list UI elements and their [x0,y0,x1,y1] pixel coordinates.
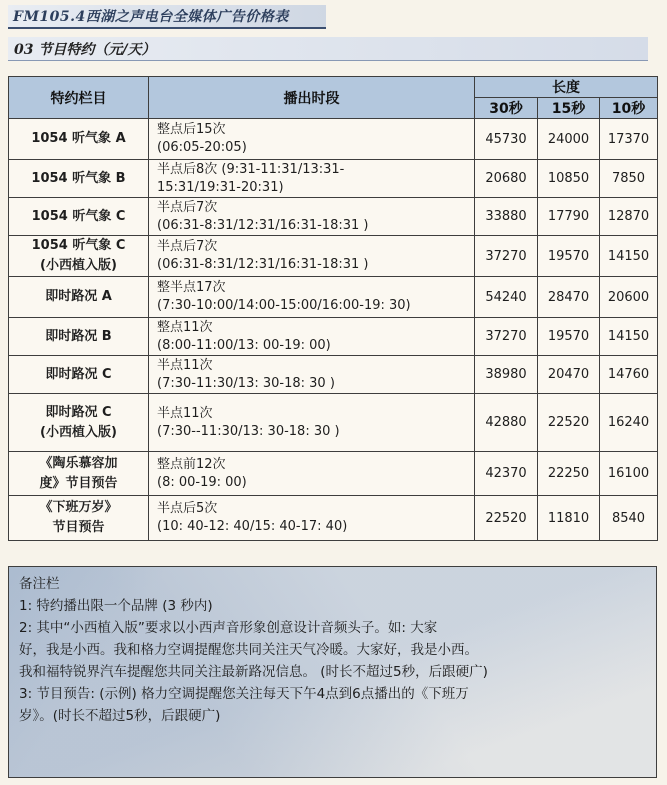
sponsor-name-cell [9,160,149,198]
price-10s: 16240 [600,394,658,452]
price-15s: 17790 [538,198,600,236]
sponsor-name-cell [9,236,149,277]
price-30s: 42370 [475,452,538,496]
sponsor-name-line2: 度》节目预告 [39,475,118,491]
price-30s: 45730 [475,119,538,160]
sponsor-name: 即时路况 C [45,366,112,382]
airtime-slots: (7:30-10:00/14:00-15:00/16:00-19: 30) [157,298,411,313]
airtime-slots: (8:00-11:00/13: 00-19: 00) [157,337,331,353]
notes-box [8,566,657,778]
header-30s: 30秒 [475,98,538,119]
table-row [9,160,658,198]
document-header [8,5,326,29]
section-title: 03 节目特约（元/天） [14,41,156,58]
table-row [9,318,658,356]
sponsor-name: 《陶乐慕容加 [39,455,118,471]
price-10s: 20600 [600,277,658,318]
table-row [9,198,658,236]
price-10s: 16100 [600,452,658,496]
airtime-frequency: 半点后7次 [157,239,218,254]
airtime-frequency: 半点后5次 [157,501,218,516]
price-10s: 7850 [600,160,658,198]
airtime-cell [149,394,475,452]
price-15s: 20470 [538,356,600,394]
table-row [9,277,658,318]
note-line: 2: 其中“小西植入版”要求以小西声音形象创意设计音频头子。如: 大家 [19,620,438,636]
table-row [9,119,658,160]
sponsor-name: 1054 听气象 B [31,170,126,186]
price-10s: 14150 [600,236,658,277]
airtime-frequency: 整点前12次 [157,456,226,472]
header-length-group: 长度 [475,77,658,98]
airtime-slots: (7:30--11:30/13: 30-18: 30 ) [157,423,340,439]
sponsor-name-cell [9,119,149,160]
sponsor-name-line2: (小西植入版) [40,424,117,440]
header-15s: 15秒 [538,98,600,119]
table-row [9,356,658,394]
sponsor-name-cell [9,277,149,318]
price-30s: 37270 [475,236,538,277]
airtime-cell [149,277,475,318]
airtime-slots: (06:31-8:31/12:31/16:31-18:31 ) [157,217,369,233]
price-15s: 11810 [538,496,600,541]
airtime-cell [149,160,475,198]
airtime-frequency: 整点后15次 [157,122,226,137]
header-time-column: 播出时段 [149,77,475,119]
sponsor-name: 即时路况 C [45,404,112,420]
header-10s: 10秒 [600,98,658,119]
price-table [8,76,658,541]
sponsor-name-line2: (小西植入版) [40,258,117,273]
note-line: 1: 特约播出限一个品牌 (3 秒内) [19,598,213,614]
section-header [8,37,648,61]
note-line: 我和福特锐界汽车提醒您共同关注最新路况信息。 (时长不超过5秒，后跟硬广) [19,664,488,680]
price-30s: 22520 [475,496,538,541]
price-15s: 19570 [538,236,600,277]
price-30s: 54240 [475,277,538,318]
table-row [9,496,658,541]
price-10s: 17370 [600,119,658,160]
price-10s: 12870 [600,198,658,236]
sponsor-name-line2: 节目预告 [52,520,105,535]
airtime-slots: (8: 00-19: 00) [157,474,247,490]
price-10s: 14150 [600,318,658,356]
price-30s: 42880 [475,394,538,452]
airtime-cell [149,496,475,541]
table-row [9,236,658,277]
sponsor-name-cell [9,198,149,236]
airtime-frequency: 整点11次 [157,319,213,335]
airtime-cell [149,236,475,277]
airtime-frequency: 半点后8次 (9:31-11:31/13:31- [157,161,345,177]
airtime-frequency: 半点11次 [157,357,213,373]
note-line: 岁》。(时长不超过5秒，后跟硬广) [19,708,221,724]
airtime-frequency: 整半点17次 [157,280,226,295]
airtime-slots: (06:31-8:31/12:31/16:31-18:31 ) [157,257,369,272]
note-line: 3: 节目预告: (示例) 格力空调提醒您关注每天下午4点到6点播出的《下班万 [19,686,469,702]
airtime-cell [149,119,475,160]
sponsor-name-cell [9,356,149,394]
airtime-cell [149,356,475,394]
price-15s: 22250 [538,452,600,496]
price-10s: 14760 [600,356,658,394]
price-10s: 8540 [600,496,658,541]
price-30s: 20680 [475,160,538,198]
airtime-slots: (10: 40-12: 40/15: 40-17: 40) [157,519,348,534]
price-15s: 28470 [538,277,600,318]
header-sponsor-column: 特约栏目 [9,77,149,119]
sponsor-name-cell [9,318,149,356]
airtime-slots: (7:30-11:30/13: 30-18: 30 ) [157,375,335,391]
sponsor-name: 1054 听气象 C [31,238,126,253]
table-row [9,394,658,452]
sponsor-name-cell [9,452,149,496]
sponsor-name: 即时路况 B [45,328,112,344]
price-15s: 10850 [538,160,600,198]
price-30s: 33880 [475,198,538,236]
table-row [9,452,658,496]
price-30s: 38980 [475,356,538,394]
airtime-slots: (06:05-20:05) [157,140,247,155]
price-15s: 24000 [538,119,600,160]
airtime-frequency: 半点后7次 [157,199,218,215]
airtime-cell [149,318,475,356]
price-30s: 37270 [475,318,538,356]
note-line: 好，我是小西。我和格力空调提醒您共同关注天气冷暖。大家好，我是小西。 [19,642,478,658]
airtime-frequency: 半点11次 [157,405,213,421]
sponsor-name: 1054 听气象 C [31,208,126,224]
sponsor-name: 《下班万岁》 [39,500,118,515]
sponsor-name: 即时路况 A [45,289,112,304]
airtime-slots: 15:31/19:31-20:31) [157,179,284,195]
notes-heading: 备注栏 [19,576,60,592]
airtime-cell [149,452,475,496]
airtime-cell [149,198,475,236]
sponsor-name-cell [9,394,149,452]
sponsor-name-cell [9,496,149,541]
sponsor-name: 1054 听气象 A [31,131,126,146]
price-15s: 19570 [538,318,600,356]
document-title: FM105.4西湖之声电台全媒体广告价格表 [13,9,289,25]
price-15s: 22520 [538,394,600,452]
